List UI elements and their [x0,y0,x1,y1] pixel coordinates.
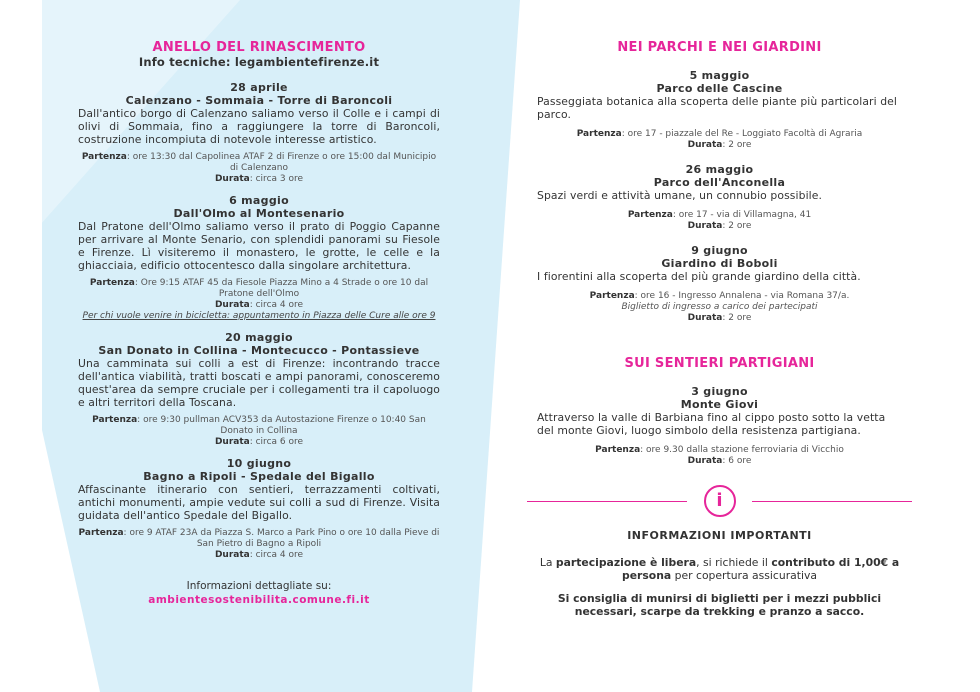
event-description: I fiorentini alla scoperta del più grande giardino della città. [537,270,861,283]
event-item [537,385,902,467]
section-title-partigiani: SUI SENTIERI PARTIGIANI [624,356,815,371]
event-partenza: Partenza: ore 9.30 dalla stazione ferroviaria di Vicchio [595,445,844,455]
event-extra: Biglietto di ingresso a carico dei partecipati [621,302,818,312]
event-durata: Durata: 2 ore [687,313,752,323]
event-place: Giardino di Boboli [661,257,778,270]
right-column [537,40,902,618]
footer-text: Informazioni dettagliate su: [186,580,332,592]
event-partenza: Partenza: ore 9 ATAF 23A da Piazza S. Marco a Park Pino o ore 10 dalla Pieve di San Pietro di Bagno a Ripoli [78,528,440,549]
section-title-rinascimento: ANELLO DEL RINASCIMENTO [152,40,366,55]
event-item [78,194,440,322]
event-item [537,69,902,151]
event-durata: Durata: circa 3 ore [214,174,304,184]
event-partenza: Partenza: ore 13:30 dal Capolinea ATAF 2 di Firenze o ore 15:00 dal Municipio di Calenzano [81,152,437,173]
event-durata: Durata: circa 6 ore [214,437,304,447]
event-date: 6 maggio [229,194,289,207]
event-description: Dall'antico borgo di Calenzano saliamo verso il Colle e i campi di olivi di Sommaia, fino a raggiungere la torre di Baroncoli, costruzione incompiuta di notevole interesse artistico. [78,107,440,146]
event-durata: Durata: circa 4 ore [214,550,304,560]
event-partenza: Partenza: ore 9:30 pullman ACV353 da Autostazione Firenze o 10:40 San Donato in Collina [92,415,426,436]
event-date: 10 giugno [226,457,292,470]
info-icon: i [704,485,736,517]
event-place: Parco delle Cascine [656,82,783,95]
event-date: 20 maggio [225,331,293,344]
event-item [537,244,902,324]
event-description: Dal Pratone dell'Olmo saliamo verso il prato di Poggio Capanne per arrivare al Monte Senario, con splendidi panorami su Fiesole e Firenze. Lì visiteremo il monastero, le grotte, le celle e la ghiacciaia, edificio ottocentesco dalla singolare architettura. [78,220,440,272]
event-place: Monte Giovi [680,398,759,411]
event-date: 9 giugno [691,244,748,257]
footer-link[interactable]: ambientesostenibilita.comune.fi.it [148,594,370,606]
section-title-parchi: NEI PARCHI E NEI GIARDINI [617,40,822,55]
event-description: Passeggiata botanica alla scoperta delle piante più particolari del parco. [537,95,898,121]
event-partenza: Partenza: Ore 9:15 ATAF 45 da Fiesole Piazza Mino a 4 Strade o ore 10 dal Pratone dell'Olmo [89,278,429,299]
event-item [78,331,440,448]
event-description: Affascinante itinerario con sentieri, terrazzamenti coltivati, antichi monumenti, ampie vedute sui colli a sud di Firenze. Visita guidata dell'antico Spedale del Bigallo. [78,483,440,522]
divider-line-right [752,501,912,502]
footer-info [78,579,440,607]
event-description: Spazi verdi e attività umane, un connubio possibile. [537,189,823,202]
event-place: Dall'Olmo al Montesenario [173,207,345,220]
info-divider [537,485,902,519]
event-description: Attraverso la valle di Barbiana fino al cippo posto sotto la vetta del monte Giovi, luogo simbolo della resistenza partigiana. [537,411,886,437]
event-partenza: Partenza: ore 17 - via di Villamagna, 41 [627,210,812,220]
event-description: Una camminata sui colli a est di Firenze: incontrando tracce dell'antica viabilità, tratti boscati e ampi panorami, conosceremo quest'area da sempre cruciale per i collegamenti tra il capoluogo e altri territori della Toscana. [78,357,440,409]
event-place: Bagno a Ripoli - Spedale del Bigallo [143,470,375,483]
event-item [537,163,902,232]
event-partenza: Partenza: ore 16 - Ingresso Annalena - via Romana 37/a. [589,291,850,301]
important-info-title: INFORMAZIONI IMPORTANTI [627,529,812,542]
divider-line-left [527,501,687,502]
event-date: 3 giugno [691,385,748,398]
info-tecniche: Info tecniche: legambientefirenze.it [138,55,380,69]
event-item [78,457,440,561]
event-item [78,81,440,185]
event-durata: Durata: circa 4 ore [214,300,304,310]
left-column [78,40,440,607]
bicycle-note: Per chi vuole venire in bicicletta: appuntamento in Piazza delle Cure alle ore 9 [82,311,436,321]
event-partenza: Partenza: ore 17 - piazzale del Re - Loggiato Facoltà di Agraria [576,129,863,139]
event-durata: Durata: 2 ore [687,140,752,150]
important-info-advice: Si consiglia di munirsi di biglietti per i mezzi pubblici necessari, scarpe da trekking e pranzo a sacco. [557,592,882,618]
event-place: Parco dell'Anconella [653,176,786,189]
event-date: 26 maggio [685,163,754,176]
event-place: Calenzano - Sommaia - Torre di Baroncoli [125,94,393,107]
event-date: 5 maggio [689,69,750,82]
event-durata: Durata: 2 ore [687,221,752,231]
event-durata: Durata: 6 ore [687,456,752,466]
important-info-participation: La partecipazione è libera, si richiede il contributo di 1,00€ a persona per copertura assicurativa [539,556,900,582]
event-place: San Donato in Collina - Montecucco - Pontassieve [98,344,420,357]
event-date: 28 aprile [230,81,288,94]
